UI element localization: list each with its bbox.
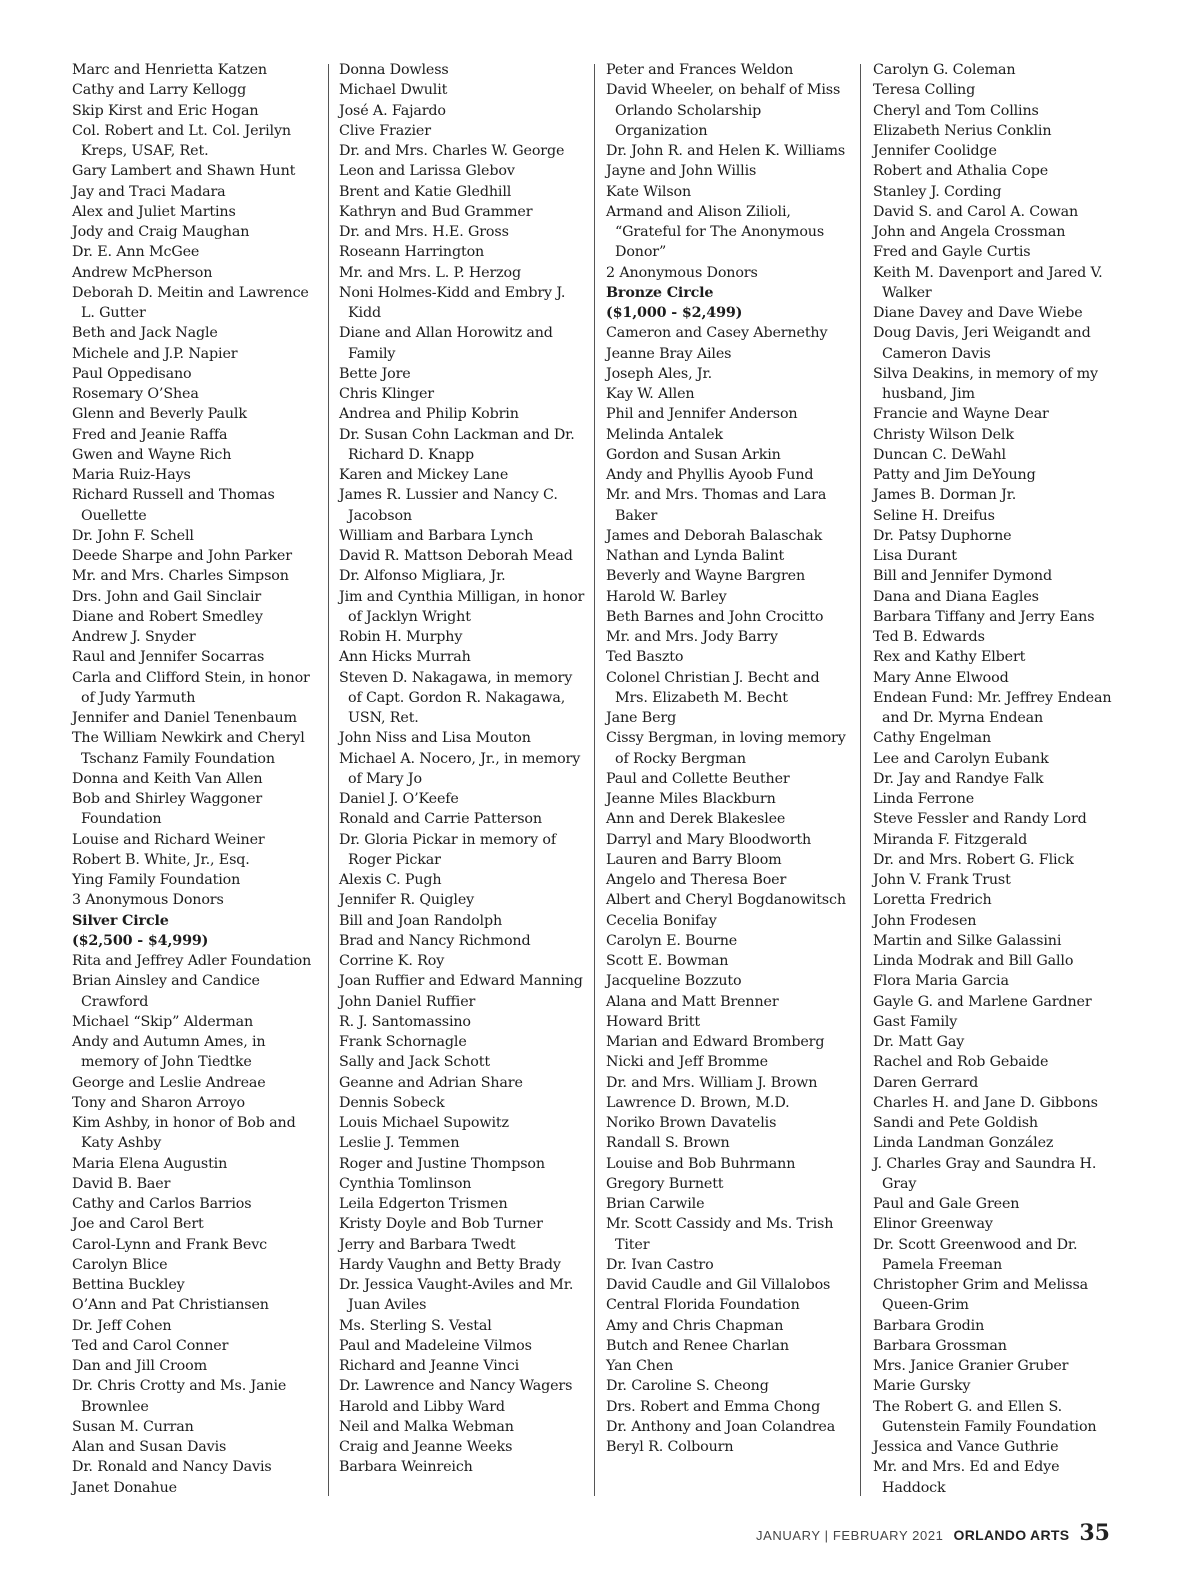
donor-entry: Deede Sharpe and John Parker <box>72 548 292 564</box>
donor-entry: Bob and Shirley Waggoner Foundation <box>72 791 263 828</box>
donor-entry: John V. Frank Trust <box>873 872 1011 888</box>
donor-entry: Diane Davey and Dave Wiebe <box>873 305 1083 321</box>
donor-entry: Scott E. Bowman <box>606 953 729 969</box>
donor-entry: Andy and Phyllis Ayoob Fund <box>606 467 814 483</box>
donor-entry: Colonel Christian J. Becht and Mrs. Elizabeth M. Becht <box>606 669 820 706</box>
donor-entry: Mrs. Janice Granier Gruber <box>873 1358 1069 1374</box>
donor-entry: Carolyn E. Bourne <box>606 932 738 949</box>
donor-entry: Gwen and Wayne Rich <box>72 446 232 463</box>
donor-entry: Paul Oppedisano <box>72 365 192 382</box>
page-number: 35 <box>1079 1520 1110 1546</box>
donor-entry: Ying Family Foundation <box>72 872 241 888</box>
donor-entry: Dr. and Mrs. H.E. Gross <box>339 224 509 240</box>
donor-entry: Susan M. Curran <box>72 1418 194 1435</box>
donor-entry: Gast Family <box>873 1013 958 1030</box>
donor-entry: Fred and Gayle Curtis <box>873 244 1031 261</box>
donor-entry: Jay and Traci Madara <box>72 183 226 200</box>
donor-entry: Linda Landman González <box>873 1135 1054 1152</box>
donor-entry: Flora Maria Garcia <box>873 973 1009 990</box>
donor-entry: Darryl and Mary Bloodworth <box>606 831 812 848</box>
donor-entry: Michael Dwulit <box>339 82 448 99</box>
donor-entry: Cynthia Tomlinson <box>339 1175 472 1192</box>
donor-entry: Jayne and John Willis <box>606 163 757 180</box>
donor-entry: Roseann Harrington <box>339 244 485 261</box>
donor-entry: Tony and Sharon Arroyo <box>72 1094 245 1111</box>
donor-entry: Amy and Chris Chapman <box>606 1317 784 1334</box>
donor-entry: Skip Kirst and Eric Hogan <box>72 102 259 119</box>
donor-entry: Central Florida Foundation <box>606 1297 800 1314</box>
donor-entry: Carolyn G. Coleman <box>873 62 1016 78</box>
donor-entry: Michael A. Nocero, Jr., in memory of Mary Jo <box>339 750 581 787</box>
donor-entry: Michael “Skip” Alderman <box>72 1013 254 1030</box>
donor-entry: Diane and Allan Horowitz and Family <box>339 325 553 362</box>
donor-entry: Dr. John F. Schell <box>72 527 194 544</box>
donor-entry: Kathryn and Bud Grammer <box>339 203 533 220</box>
donor-entry: Dr. and Mrs. William J. Brown <box>606 1074 818 1091</box>
donor-entry: Elizabeth Nerius Conklin <box>873 122 1052 139</box>
donor-entry: John Daniel Ruffier <box>339 993 476 1010</box>
donor-entry: Dr. Caroline S. Cheong <box>606 1378 769 1395</box>
donor-entry: Albert and Cheryl Bogdanowitsch <box>606 892 846 909</box>
donor-entry: Paul and Gale Green <box>873 1196 1020 1212</box>
donor-entry: Jeanne Bray Ailes <box>606 345 732 362</box>
donor-entry: Ms. Sterling S. Vestal <box>339 1317 492 1334</box>
page-footer <box>756 1520 1110 1546</box>
donor-entry: Andrew J. Snyder <box>72 629 196 645</box>
donor-entry: Lee and Carolyn Eubank <box>873 750 1049 767</box>
donor-entry: Maria Ruiz-Hays <box>72 467 191 483</box>
donor-entry: Dr. E. Ann McGee <box>72 244 200 261</box>
donor-entry: Michele and J.P. Napier <box>72 345 238 362</box>
donor-entry: Mr. and Mrs. Charles Simpson <box>72 568 289 585</box>
donor-entry: Alex and Juliet Martins <box>72 203 236 220</box>
donor-entry: Cathy and Larry Kellogg <box>72 82 247 99</box>
donor-entry: David Caudle and Gil Villalobos <box>606 1277 831 1293</box>
donor-entry: Alexis C. Pugh <box>339 872 442 888</box>
donor-entry: Charles H. and Jane D. Gibbons <box>873 1094 1098 1111</box>
donor-entry: Janet Donahue <box>72 1479 177 1496</box>
donor-entry: R. J. Santomassino <box>339 1013 471 1030</box>
donor-entry: Linda Modrak and Bill Gallo <box>873 953 1074 969</box>
donor-entry: Drs. Robert and Emma Chong <box>606 1398 821 1415</box>
donor-entry: Mary Anne Elwood <box>873 669 1009 686</box>
donor-entry: Karen and Mickey Lane <box>339 467 509 483</box>
donor-entry: Donna and Keith Van Allen <box>72 770 263 787</box>
donor-entry: Jennifer and Daniel Tenenbaum <box>72 710 297 726</box>
donor-entry: Brian Carwile <box>606 1196 705 1212</box>
donor-entry: Harold W. Barley <box>606 588 727 605</box>
magazine-name: ORLANDO ARTS <box>953 1527 1070 1543</box>
donor-entry: Ronald and Carrie Patterson <box>339 811 542 828</box>
donor-entry: Marc and Henrietta Katzen <box>72 62 267 78</box>
donor-entry: Robert B. White, Jr., Esq. <box>72 851 250 868</box>
donor-entry: Jennifer Coolidge <box>873 143 997 159</box>
donor-entry: Andrea and Philip Kobrin <box>339 406 519 423</box>
donor-entry: Dr. Chris Crotty and Ms. Janie Brownlee <box>72 1378 287 1415</box>
donor-entry: William and Barbara Lynch <box>339 527 534 544</box>
donor-entry: Mr. and Mrs. Thomas and Lara Baker <box>606 487 827 524</box>
donor-entry: Harold and Libby Ward <box>339 1398 505 1415</box>
donor-entry: John Frodesen <box>873 912 977 929</box>
donor-entry: George and Leslie Andreae <box>72 1074 266 1091</box>
donor-entry: Dr. Matt Gay <box>873 1034 965 1050</box>
donor-entry: Miranda F. Fitzgerald <box>873 831 1028 848</box>
donor-entry: Richard and Jeanne Vinci <box>339 1358 520 1374</box>
donor-entry: Bette Jore <box>339 365 411 382</box>
donor-entry: Howard Britt <box>606 1013 700 1030</box>
donor-entry: Beryl R. Colbourn <box>606 1439 734 1455</box>
donor-entry: Ann and Derek Blakeslee <box>606 811 786 828</box>
donor-entry: Francie and Wayne Dear <box>873 406 1049 423</box>
donor-entry: James R. Lussier and Nancy C. Jacobson <box>339 487 558 524</box>
donor-entry: Jennifer R. Quigley <box>339 892 475 909</box>
donor-entry: Dr. Patsy Duphorne <box>873 527 1012 544</box>
donor-entry: Dr. Anthony and Joan Colandrea <box>606 1418 836 1435</box>
donor-entry: Sandi and Pete Goldish <box>873 1115 1038 1131</box>
donor-entry: Loretta Fredrich <box>873 892 992 909</box>
donor-entry: Martin and Silke Galassini <box>873 932 1062 949</box>
issue-date: JANUARY | FEBRUARY 2021 <box>756 1528 944 1543</box>
donor-entry: Louise and Richard Weiner <box>72 831 265 848</box>
donor-entry: Cameron and Casey Abernethy <box>606 325 828 342</box>
donor-entry: 2 Anonymous Donors <box>606 264 758 281</box>
donor-entry: Roger and Justine Thompson <box>339 1155 545 1172</box>
donor-entry: Col. Robert and Lt. Col. Jerilyn Kreps, USAF, Ret. <box>72 122 291 159</box>
donor-entry: José A. Fajardo <box>339 102 446 119</box>
donor-entry: Ted Baszto <box>606 649 684 666</box>
donor-entry: Robin H. Murphy <box>339 629 463 645</box>
column-divider <box>328 64 329 1496</box>
donor-entry: Jacqueline Bozzuto <box>606 973 742 990</box>
donor-entry: Cecelia Bonifay <box>606 912 717 929</box>
donor-entry: Diane and Robert Smedley <box>72 608 263 625</box>
donor-entry: Dr. Jeff Cohen <box>72 1317 172 1334</box>
section-heading: ($1,000 - $2,499) <box>606 305 743 321</box>
donor-entry: Mr. and Mrs. L. P. Herzog <box>339 264 522 281</box>
donor-column-1 <box>72 60 322 1498</box>
donor-entry: Jeanne Miles Blackburn <box>606 791 776 807</box>
donor-entry: Kim Ashby, in honor of Bob and Katy Ashby <box>72 1115 296 1152</box>
donor-entry: Brent and Katie Gledhill <box>339 183 512 200</box>
donor-entry: Beth Barnes and John Crocitto <box>606 608 824 625</box>
donor-entry: Clive Frazier <box>339 122 431 139</box>
donor-entry: Jody and Craig Maughan <box>72 224 250 240</box>
donor-entry: Cissy Bergman, in loving memory of Rocky Bergman <box>606 730 846 767</box>
donor-entry: Beth and Jack Nagle <box>72 325 218 342</box>
donor-entry: Fred and Jeanie Raffa <box>72 426 228 443</box>
donor-entry: Dr. Gloria Pickar in memory of Roger Pickar <box>339 831 557 868</box>
column-divider <box>860 64 861 1496</box>
donor-entry: Gregory Burnett <box>606 1175 724 1192</box>
donor-entry: Armand and Alison Zilioli, “Grateful for The Anonymous Donor” <box>606 203 825 261</box>
donor-entry: Silva Deakins, in memory of my husband, Jim <box>873 365 1098 402</box>
donor-entry: Cathy Engelman <box>873 730 992 747</box>
donor-entry: Deborah D. Meitin and Lawrence L. Gutter <box>72 284 309 321</box>
donor-entry: Dennis Sobeck <box>339 1094 445 1111</box>
donor-entry: Bill and Joan Randolph <box>339 912 503 929</box>
donor-entry: Gordon and Susan Arkin <box>606 446 781 463</box>
donor-entry: The Robert G. and Ellen S. Gutenstein Family Foundation <box>873 1398 1097 1435</box>
donor-entry: David B. Baer <box>72 1175 171 1192</box>
donor-entry: Glenn and Beverly Paulk <box>72 406 247 423</box>
donor-entry: Rosemary O’Shea <box>72 386 199 402</box>
donor-entry: Jessica and Vance Guthrie <box>873 1439 1059 1455</box>
donor-entry: James and Deborah Balaschak <box>606 527 823 544</box>
donor-entry: J. Charles Gray and Saundra H. Gray <box>873 1155 1097 1192</box>
donor-entry: Patty and Jim DeYoung <box>873 467 1036 483</box>
donor-entry: Corrine K. Roy <box>339 953 445 969</box>
donor-entry: Mr. Scott Cassidy and Ms. Trish Titer <box>606 1216 834 1253</box>
donor-entry: Alana and Matt Brenner <box>606 993 779 1010</box>
donor-entry: Cheryl and Tom Collins <box>873 102 1039 119</box>
donor-column-3 <box>606 60 856 1457</box>
donor-entry: Kristy Doyle and Bob Turner <box>339 1216 543 1233</box>
donor-entry: Christopher Grim and Melissa Queen-Grim <box>873 1277 1089 1314</box>
donor-entry: Jane Berg <box>606 710 677 726</box>
donor-entry: Christy Wilson Delk <box>873 426 1014 443</box>
donor-entry: Yan Chen <box>606 1358 674 1374</box>
donor-entry: Brian Ainsley and Candice Crawford <box>72 973 260 1010</box>
donor-entry: Dr. and Mrs. Charles W. George <box>339 143 565 159</box>
donor-entry: Neil and Malka Webman <box>339 1418 514 1435</box>
donor-entry: Cathy and Carlos Barrios <box>72 1196 252 1212</box>
donor-entry: Steven D. Nakagawa, in memory of Capt. Gordon R. Nakagawa, USN, Ret. <box>339 669 573 726</box>
donor-entry: Sally and Jack Schott <box>339 1054 490 1071</box>
donor-entry: Angelo and Theresa Boer <box>606 872 787 888</box>
donor-entry: Dr. Ivan Castro <box>606 1256 714 1273</box>
donor-entry: Geanne and Adrian Share <box>339 1074 523 1091</box>
donor-entry: Louise and Bob Buhrmann <box>606 1155 796 1172</box>
donor-entry: Seline H. Dreifus <box>873 507 995 524</box>
donor-entry: Dr. Lawrence and Nancy Wagers <box>339 1378 573 1395</box>
donor-entry: Bill and Jennifer Dymond <box>873 568 1052 585</box>
donor-entry: Elinor Greenway <box>873 1216 993 1233</box>
donor-entry: Kay W. Allen <box>606 386 695 402</box>
donor-entry: Ted B. Edwards <box>873 629 985 645</box>
donor-entry: Mr. and Mrs. Ed and Edye Haddock <box>873 1459 1060 1496</box>
donor-entry: Endean Fund: Mr. Jeffrey Endean and Dr. Myrna Endean <box>873 689 1112 726</box>
donor-entry: Gayle G. and Marlene Gardner <box>873 993 1092 1010</box>
donor-entry: Phil and Jennifer Anderson <box>606 406 798 423</box>
donor-entry: Lauren and Barry Bloom <box>606 851 782 868</box>
donor-entry: Donna Dowless <box>339 62 449 78</box>
donor-entry: David Wheeler, on behalf of Miss Orlando Scholarship Organization <box>606 82 841 139</box>
donor-entry: Noriko Brown Davatelis <box>606 1115 777 1131</box>
donor-entry: O’Ann and Pat Christiansen <box>72 1297 269 1314</box>
donor-entry: Marie Gursky <box>873 1378 971 1395</box>
donor-entry: Leila Edgerton Trismen <box>339 1196 508 1212</box>
donor-entry: Stanley J. Cording <box>873 183 1002 200</box>
donor-entry: Rex and Kathy Elbert <box>873 649 1026 666</box>
donor-entry: Raul and Jennifer Socarras <box>72 649 265 666</box>
donor-entry: Andy and Autumn Ames, in memory of John Tiedtke <box>72 1034 266 1071</box>
donor-entry: Steve Fessler and Randy Lord <box>873 811 1087 828</box>
donor-entry: Joseph Ales, Jr. <box>606 365 712 382</box>
donor-entry: Jim and Cynthia Milligan, in honor of Jacklyn Wright <box>339 588 585 625</box>
donor-entry: Hardy Vaughn and Betty Brady <box>339 1256 561 1273</box>
donor-entry: Barbara Grodin <box>873 1317 985 1334</box>
donor-entry: Maria Elena Augustin <box>72 1155 228 1172</box>
donor-entry: Dr. Susan Cohn Lackman and Dr. Richard D. Knapp <box>339 426 575 463</box>
donor-entry: Randall S. Brown <box>606 1135 730 1152</box>
donor-entry: Daren Gerrard <box>873 1074 979 1091</box>
donor-entry: Richard Russell and Thomas Ouellette <box>72 487 275 524</box>
donor-entry: Joe and Carol Bert <box>72 1216 204 1233</box>
donor-entry: Carol-Lynn and Frank Bevc <box>72 1236 268 1253</box>
donor-entry: Noni Holmes-Kidd and Embry J. Kidd <box>339 284 566 321</box>
donor-entry: Dr. Alfonso Migliara, Jr. <box>339 568 506 585</box>
donor-entry: Ted and Carol Conner <box>72 1337 229 1354</box>
donor-entry: Leslie J. Temmen <box>339 1135 460 1152</box>
donor-entry: Nicki and Jeff Bromme <box>606 1054 768 1071</box>
donor-entry: Robert and Athalia Cope <box>873 163 1049 180</box>
donor-entry: Dana and Diana Eagles <box>873 588 1039 605</box>
donor-entry: Dan and Jill Croom <box>72 1358 208 1374</box>
donor-entry: The William Newkirk and Cheryl Tschanz Family Foundation <box>72 730 305 767</box>
donor-entry: Dr. Ronald and Nancy Davis <box>72 1459 272 1476</box>
donor-entry: Rachel and Rob Gebaide <box>873 1054 1049 1071</box>
section-heading: ($2,500 - $4,999) <box>72 932 209 949</box>
donor-entry: Dr. Scott Greenwood and Dr. Pamela Freeman <box>873 1236 1078 1273</box>
donor-entry: Beverly and Wayne Bargren <box>606 568 805 585</box>
donor-entry: Alan and Susan Davis <box>72 1439 227 1455</box>
donor-entry: Ann Hicks Murrah <box>339 649 471 666</box>
donor-entry: Paul and Madeleine Vilmos <box>339 1337 532 1354</box>
donor-entry: Peter and Frances Weldon <box>606 62 794 78</box>
donor-entry: Andrew McPherson <box>72 264 213 281</box>
donor-entry: Teresa Colling <box>873 82 976 99</box>
section-heading: Silver Circle <box>72 912 169 929</box>
donor-entry: Bettina Buckley <box>72 1277 185 1293</box>
donor-entry: Dr. and Mrs. Robert G. Flick <box>873 851 1074 868</box>
donor-entry: Dr. John R. and Helen K. Williams <box>606 143 846 159</box>
donor-entry: Marian and Edward Bromberg <box>606 1034 825 1050</box>
donor-entry: Mr. and Mrs. Jody Barry <box>606 629 778 645</box>
donor-entry: 3 Anonymous Donors <box>72 892 224 909</box>
donor-column-2 <box>339 60 589 1478</box>
donor-entry: Carolyn Blice <box>72 1256 168 1273</box>
donor-entry: Leon and Larissa Glebov <box>339 163 515 180</box>
donor-entry: Joan Ruffier and Edward Manning <box>339 973 583 990</box>
donor-entry: Paul and Collette Beuther <box>606 770 790 787</box>
column-divider <box>594 64 595 1496</box>
donor-entry: Louis Michael Supowitz <box>339 1115 509 1131</box>
donor-entry: Butch and Renee Charlan <box>606 1337 789 1354</box>
donor-entry: Frank Schornagle <box>339 1034 467 1050</box>
donor-entry: Lisa Durant <box>873 548 957 564</box>
donor-entry: Dr. Jessica Vaught-Aviles and Mr. Juan Aviles <box>339 1277 574 1314</box>
donor-entry: Carla and Clifford Stein, in honor of Judy Yarmuth <box>72 669 310 706</box>
donor-entry: Nathan and Lynda Balint <box>606 548 785 564</box>
donor-entry: Lawrence D. Brown, M.D. <box>606 1094 790 1111</box>
donor-entry: Barbara Grossman <box>873 1337 1007 1354</box>
donor-entry: John Niss and Lisa Mouton <box>339 730 531 747</box>
donor-entry: Jerry and Barbara Twedt <box>339 1236 516 1253</box>
donor-entry: James B. Dorman Jr. <box>873 487 1017 504</box>
donor-entry: Doug Davis, Jeri Weigandt and Cameron Davis <box>873 325 1091 362</box>
donor-entry: Craig and Jeanne Weeks <box>339 1439 513 1455</box>
donor-entry: Linda Ferrone <box>873 791 975 807</box>
donor-entry: David R. Mattson Deborah Mead <box>339 548 573 564</box>
donor-entry: Gary Lambert and Shawn Hunt <box>72 163 296 180</box>
donor-entry: Dr. Jay and Randye Falk <box>873 770 1044 787</box>
donor-entry: Melinda Antalek <box>606 426 723 443</box>
donor-entry: Chris Klinger <box>339 386 434 402</box>
donor-column-4 <box>873 60 1123 1498</box>
donor-entry: Barbara Weinreich <box>339 1459 473 1476</box>
donor-entry: Kate Wilson <box>606 183 692 200</box>
section-heading: Bronze Circle <box>606 284 714 301</box>
donor-entry: Brad and Nancy Richmond <box>339 932 531 949</box>
donor-entry: Drs. John and Gail Sinclair <box>72 588 262 605</box>
donor-entry: Duncan C. DeWahl <box>873 446 1006 463</box>
donor-entry: David S. and Carol A. Cowan <box>873 203 1079 220</box>
donor-entry: Daniel J. O’Keefe <box>339 791 459 807</box>
donor-entry: Rita and Jeffrey Adler Foundation <box>72 953 312 969</box>
donor-entry: John and Angela Crossman <box>873 224 1066 240</box>
donor-entry: Keith M. Davenport and Jared V. Walker <box>873 264 1103 301</box>
donor-entry: Barbara Tiffany and Jerry Eans <box>873 608 1095 625</box>
